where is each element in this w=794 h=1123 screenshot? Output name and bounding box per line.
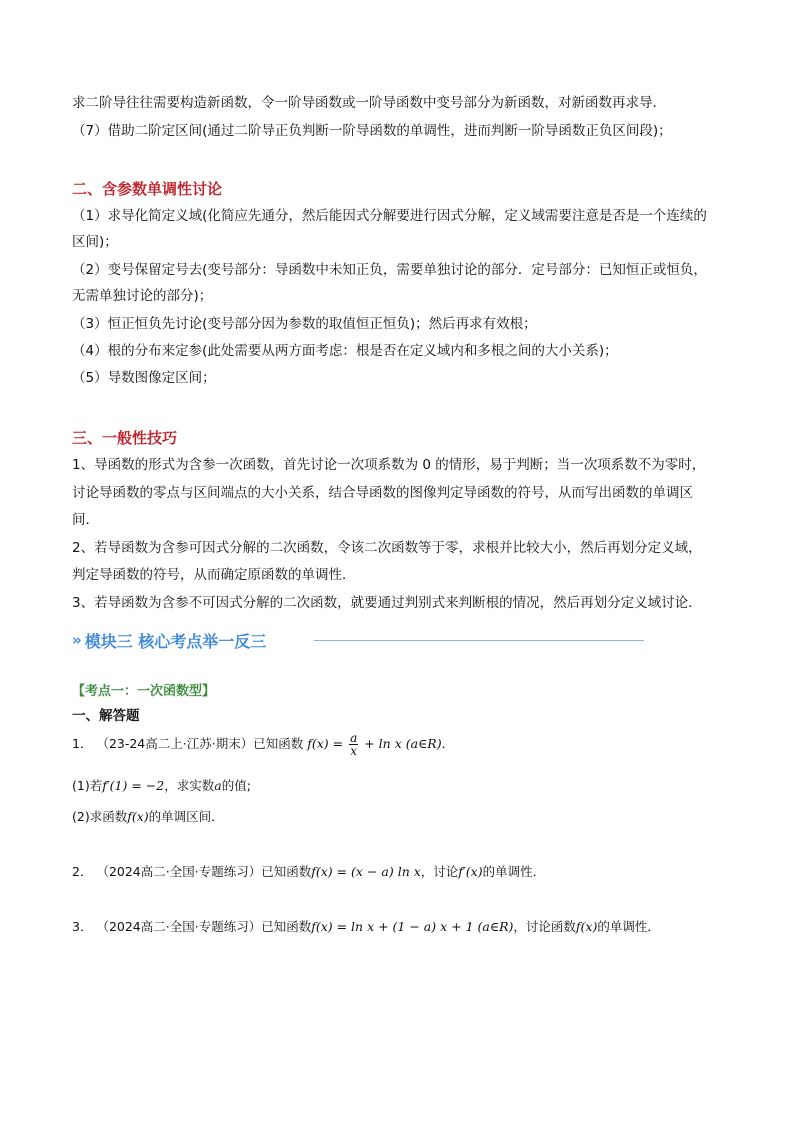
sub-question-1 [72, 776, 251, 796]
section-heading-2: 二、含参数单调性讨论 [72, 180, 223, 198]
intro-line-2: （7）借助二阶定区间(通过二阶导正负判断一阶导函数的单调性，进而判断一阶导函数正负区间段)； [72, 123, 672, 139]
sub-question-end: 的单调区间． [148, 809, 224, 824]
section-heading-3: 三、一般性技巧 [72, 429, 178, 447]
function-expression: f(x) [127, 809, 149, 824]
section2-item: 无需单独讨论的部分)； [72, 288, 213, 304]
fraction-denominator: x [350, 744, 358, 758]
function-expression: f(x) [575, 919, 598, 934]
module-title: 模块三 核心考点举一反三 [84, 631, 267, 651]
variable: a [214, 778, 222, 793]
problem-end: ． [441, 736, 455, 751]
problem-source: （2024高二·全国·专题练习）已知函数 [96, 864, 312, 879]
sub-question-2 [72, 807, 224, 827]
derivative-expression: f′(1) = −2 [102, 778, 165, 793]
problem-2 [72, 862, 545, 882]
problem-number: 3． [72, 919, 93, 934]
problem-text: ，讨论函数 [513, 919, 576, 934]
double-chevron-icon: » [72, 631, 79, 649]
problem-end: 的单调性． [597, 919, 660, 934]
section3-item: 1、导函数的形式为含参一次函数，首先讨论一次项系数为 0 的情形，易于判断；当一次项系数不为零时， [72, 457, 706, 473]
part-heading: 一、解答题 [72, 708, 140, 724]
sub-question-end: 的值; [221, 778, 251, 793]
section3-item: 判定导函数的符号，从而确定原函数的单调性． [72, 567, 356, 583]
problem-source: （2024高二·全国·专题练习）已知函数 [96, 919, 312, 934]
section2-item: （3）恒正恒负先讨论(变号部分因为参数的取值恒正恒负)；然后再求有效根； [72, 316, 537, 332]
problem-3 [72, 917, 660, 937]
section2-item: 区间)； [72, 234, 118, 250]
module-divider [314, 640, 644, 641]
problem-1 [72, 732, 454, 757]
problem-number: 2． [72, 864, 93, 879]
section2-item: （5）导数图像定区间； [72, 370, 216, 386]
sub-question-label: (1)若 [72, 778, 103, 793]
sub-question-text: ，求实数 [164, 778, 215, 793]
section3-item: 3、若导函数为含参不可因式分解的二次函数，就要通过判别式来判断根的情况，然后再划分定义域讨论． [72, 595, 702, 611]
function-expression-rest: + ln x (a∈R) [364, 736, 442, 751]
module-banner [72, 628, 266, 652]
problem-end: 的单调性． [482, 864, 546, 879]
section2-item: （1）求导化简定义域(化简应先通分，然后能因式分解要进行因式分解，定义域需要注意是否是一个连续的 [72, 208, 707, 224]
problem-number: 1． [72, 736, 93, 751]
function-expression: f(x) = ln x + (1 − a) x + 1 (a∈R) [311, 919, 514, 934]
problem-source: （23-24高二上·江苏·期末）已知函数 [96, 736, 304, 751]
sub-question-label: (2)求函数 [72, 809, 128, 824]
section2-item: （2）变号保留定号去(变号部分：导函数中未知正负，需要单独讨论的部分．定号部分：已知恒正或恒负， [72, 262, 707, 278]
topic-label: 【考点一：一次函数型】 [72, 684, 216, 699]
section2-item: （4）根的分布来定参(此处需要从两方面考虑：根是否在定义域内和多根之间的大小关系)； [72, 343, 618, 359]
problem-text: ，讨论 [420, 864, 459, 879]
intro-line-1: 求二阶导往往需要构造新函数，令一阶导函数或一阶导函数中变号部分为新函数，对新函数再求导． [72, 95, 666, 111]
fraction-numerator: a [350, 731, 358, 745]
derivative-expression: f′(x) [458, 864, 483, 879]
function-expression: f(x) = [307, 736, 344, 751]
section3-item: 2、若导函数为含参可因式分解的二次函数，令该二次函数等于零，求根并比较大小，然后再划分定义域， [72, 540, 702, 556]
section3-item: 间． [72, 512, 99, 528]
function-expression: f(x) = (x − a) ln x [311, 864, 421, 879]
section3-item: 讨论导函数的零点与区间端点的大小关系，结合导函数的图像判定导函数的符号，从而写出函数的单调区 [72, 485, 693, 501]
fraction [349, 732, 358, 757]
